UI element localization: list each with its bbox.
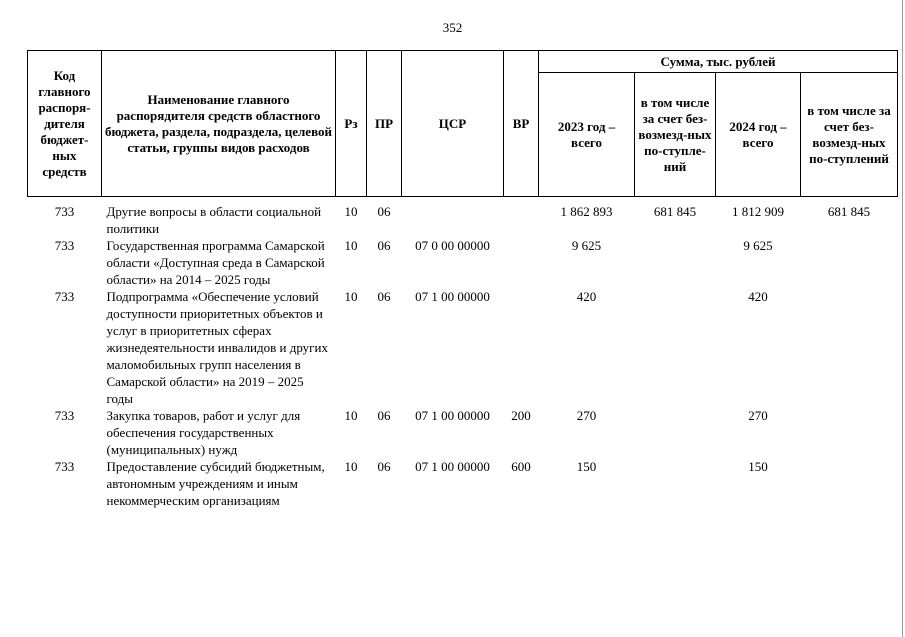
- row-pr: 06: [377, 238, 391, 253]
- row-vr: [504, 237, 539, 288]
- row-code: 733: [54, 204, 75, 219]
- row-code: 733: [54, 238, 75, 253]
- header-2023-grants: в том числе за счет без-возмезд-ных по-ступле-ний: [635, 73, 716, 197]
- row-rz: 10: [344, 459, 358, 474]
- budget-table: [27, 50, 898, 509]
- row-2024-grants: [801, 458, 898, 509]
- row-rz: 10: [344, 204, 358, 219]
- header-rz: Рз: [336, 51, 367, 197]
- row-name: Другие вопросы в области социальной политики: [106, 204, 322, 236]
- row-2023-total: 9 625: [571, 238, 602, 253]
- row-2024-grants: [801, 237, 898, 288]
- row-2023-grants: [635, 288, 716, 407]
- header-2024-total: 2024 год – всего: [716, 73, 801, 197]
- row-vr: [504, 288, 539, 407]
- header-vr: ВР: [504, 51, 539, 197]
- page-number: 352: [442, 20, 463, 35]
- row-name: Государственная программа Самарской области «Доступная среда в Самарской области» на 2014 – 2025 годы: [106, 238, 325, 287]
- row-vr: 600: [511, 459, 531, 474]
- row-code: 733: [54, 408, 75, 423]
- table-row: [28, 288, 898, 407]
- row-2024-total: 270: [748, 408, 768, 423]
- row-vr: [504, 203, 539, 237]
- row-2023-grants: [635, 237, 716, 288]
- row-csr: 07 1 00 00000: [415, 408, 490, 423]
- row-2024-grants: [801, 288, 898, 407]
- row-2023-total: 270: [576, 408, 597, 423]
- row-code: 733: [54, 459, 75, 474]
- table-row: [28, 407, 898, 458]
- row-rz: 10: [344, 238, 358, 253]
- scan-edge-line: [902, 0, 903, 637]
- row-pr: 06: [377, 408, 391, 423]
- row-2023-total: 420: [576, 289, 597, 304]
- row-csr: 07 0 00 00000: [415, 238, 490, 253]
- row-pr: 06: [377, 459, 391, 474]
- header-sum: Сумма, тыс. рублей: [539, 51, 898, 73]
- row-2024-total: 9 625: [743, 238, 773, 253]
- header-2023-total: 2023 год – всего: [539, 73, 635, 197]
- table-row: [28, 237, 898, 288]
- row-2024-total: 420: [748, 289, 768, 304]
- header-csr: ЦСР: [402, 51, 504, 197]
- row-name: Подпрограмма «Обеспечение условий доступности приоритетных объектов и услуг в приоритетных сферах жизнедеятельности инвалидов и других маломобильных групп населения в Самарской области» на 2019 – 2025 годы: [106, 289, 328, 406]
- table-row: [28, 458, 898, 509]
- row-2024-grants: 681 845: [827, 204, 871, 219]
- row-2023-grants: 681 845: [653, 204, 697, 219]
- row-code: 733: [54, 289, 75, 304]
- row-name: Закупка товаров, работ и услуг для обеспечения государственных (муниципальных) нужд: [106, 408, 301, 457]
- row-2023-total: 1 862 893: [560, 204, 613, 219]
- row-pr: 06: [377, 289, 391, 304]
- row-pr: 06: [377, 204, 391, 219]
- row-2024-total: 1 812 909: [732, 204, 784, 219]
- header-code: Код главного распоря-дителя бюджет-ных средств: [28, 51, 102, 197]
- row-2023-grants: [635, 407, 716, 458]
- row-rz: 10: [344, 289, 358, 304]
- header-pr: ПР: [367, 51, 402, 197]
- row-rz: 10: [344, 408, 358, 423]
- row-name: Предоставление субсидий бюджетным, автономным учреждениям и иным некоммерческим организациям: [106, 459, 325, 508]
- row-2024-grants: [801, 407, 898, 458]
- header-name: Наименование главного распорядителя средств областного бюджета, раздела, подраздела, целевой статьи, группы видов расходов: [102, 51, 336, 197]
- row-csr: 07 1 00 00000: [415, 289, 490, 304]
- row-2023-total: 150: [576, 459, 597, 474]
- row-vr: 200: [511, 408, 531, 423]
- row-csr: [402, 203, 504, 237]
- header-2024-grants: в том числе за счет без-возмезд-ных по-ступлений: [801, 73, 898, 197]
- row-2023-grants: [635, 458, 716, 509]
- table-row: [28, 203, 898, 237]
- row-csr: 07 1 00 00000: [415, 459, 490, 474]
- row-2024-total: 150: [748, 459, 768, 474]
